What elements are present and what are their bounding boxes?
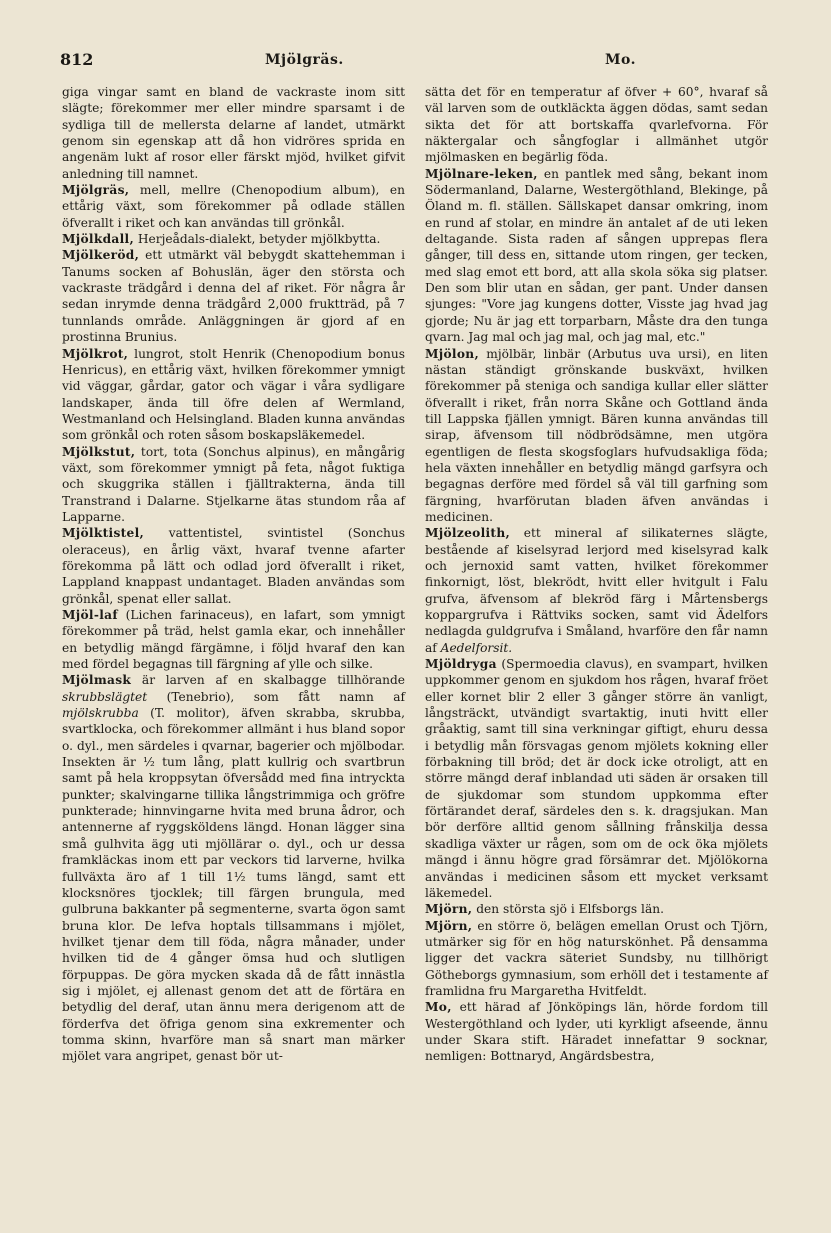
entry-headword: Mjöldryga [425,657,497,672]
entry-text: giga vingar samt en bland de vackraste inom sitt slägte; förekommer mer eller mindre sparsamt i de sydliga till de mellersta delarne af landet, utmärkt genom sin egenskap att då hon vidröres sprida en angenäm lukt af rosor eller färskt mjöd, hvilket gifvit anledning till namnet. [62,85,405,181]
entry-text: den största sjö i Elfsborgs län. [472,902,664,917]
entry-italic-term: Aedelforsit. [440,640,513,655]
entry-text: ett utmärkt väl bebygdt skattehemman i Tanums socken af Bohuslän, äger den största och vackraste trädgård i denna del af riket. För några år sedan inrymde denna trädgård 2,000 fruktträd, på 7 tunnlands område. Anläggningen är gjord af en prostinna Brunius. [62,248,405,345]
dictionary-entry [425,166,768,346]
left-column [62,84,405,1065]
entry-text: tort, tota (Sonchus alpinus), en mångårig växt, som förekommer ymnigt på feta, något fuktiga och skuggrika ställen i fjälltrakterna, ända till Transtrand i Dalarne. Stjelkarne ätas stundom råa af Lapparne. [62,444,405,524]
entry-text: mjölbär, linbär (Arbutus uva ursi), en liten nästan ständigt grönskande buskväxt, hvilken förekommer på steniga och sandiga kullar eller slätter öfverallt i riket, från norra Skåne och Gottland ända till Lappska fjällen ymnigt. Bären kunna användas till sirap, äfvensom till nödbrödsämne, men utgöra egentligen de flesta skogsfoglars hufvudsakliga föda; hela växten innehåller en betydlig mängd garfsyra och begagnas derföre med fördel så väl till garfning som färgning, hvarförutan bladen äfven användas i medicinen. [425,346,768,524]
entry-text: (T. molitor), äfven skrabba, skrubba, svartklocka, och förekommer allmänt i hus bland sopor o. dyl., men särdeles i qvarnar, bagerier och mjölbodar. Insekten är ½ tum lång, platt kullrig och svartbrun samt på hela kroppsytan öfversådd med fina intryckta punkter; skalvingarne tillika långstrimmiga och gröfre punkterade; hinnvingarne hvita med bruna ådror, och antennerne af ryggsköldens längd. Honan lägger sina små gulhvita ägg uti mjöllärar o. dyl., och ur dessa framkläckas inom ett par veckors tid larverne, hvilka fullväxta äro af 1 till 1½ tums längd, samt ett klocksnöres tjocklek; till färgen brungula, med gulbruna bakkanter på segmenterne, svarta ögon samt bruna klor. De lefva hoptals tillsammans i mjölet, hvilket tjenar dem till föda, några månader, under hvilken tid de 4 gånger ömsa hud och slutligen förpuppas. De göra mycken skada då de fått innästla sig i mjölet, ej allenast genom det att de förtära en betydlig del deraf, utan ännu mera derigenom att de förderfva det öfriga genom sina exkrementer och tomma skinn, hvarföre man så snart man märker mjölet vara angripet, genast bör ut- [62,706,405,1064]
page-header [60,50,771,76]
entry-italic-term: mjölskrubba [62,706,139,721]
dictionary-entry [62,182,405,231]
entry-headword: Mjölnare-leken, [425,166,538,181]
entry-headword: Mjörn, [425,902,473,917]
entry-text: (Spermoedia clavus), en svampart, hvilken uppkommer genom en sjukdom hos rågen, hvaraf fröet eller kornet blir 2 eller 3 gånger större än vanligt, långsträckt, utvändigt svartaktig, inuti hvitt eller gråaktig, samt till sina verkningar giftigt, ehuru dessa i betydlig mån försvagas genom mjölets kokning eller förbakning till bröd; det är dock icke otroligt, att en större mängd deraf inblandad uti säden är orsaken till de sjukdomar som stundom uppkomma efter förtärandet deraf, särdeles den s. k. dragsjukan. Man bör derföre alltid genom sållning frånskilja dessa skadliga växter ur rågen, som om de ock öka mjölets mängd i ännu högre grad försämrar det. Mjölökorna användas i medicinen såsom ett mycket verksamt läkemedel. [425,657,768,900]
dictionary-entry [62,247,405,345]
dictionary-entry [425,901,768,917]
entry-headword: Mjölon, [425,346,479,361]
right-running-headword: Mo. [605,52,636,68]
entry-text: en större ö, belägen emellan Orust och Tjörn, utmärker sig för en hög naturskönhet. På densamma ligger det vackra säteriet Sundsby, nu tillhörigt Götheborgs gymnasium, som erhöll det i testamente af framlidna fru Margaretha Hvitfeldt. [425,918,768,998]
page-number: 812 [60,50,94,69]
entry-headword: Mjölkeröd, [62,248,140,263]
entry-headword: Mjölmask [62,673,132,688]
dictionary-entry [425,346,768,526]
entry-text: (Lichen farinaceus), en lafart, som ymnigt förekommer på träd, helst gamla ekar, och innehåller en betydlig mängd färgämne, i följd hvaraf den kan med fördel begagnas till färgning af ylle och silke. [62,608,405,672]
entry-headword: Mo, [425,1000,452,1015]
entry-headword: Mjölkstut, [62,444,136,459]
dictionary-entry [62,444,405,526]
dictionary-entry [62,672,405,1064]
dictionary-entry [425,525,768,656]
entry-text: lungrot, stolt Henrik (Chenopodium bonus Henricus), en ettårig växt, hvilken förekommer ymnigt vid väggar, gårdar, gator och vägar i våra sydligare landskaper, ända till öfre delen af Wermland, Westmanland och Helsingland. Bladen kunna användas som grönkål och roten såsom boskapsläkemedel. [62,346,405,443]
entry-text: mell, mellre (Chenopodium album), en ettårig växt, som förekommer på odlade ställen öfverallt i riket och kan användas till grönkål. [62,183,405,230]
dictionary-entry [62,525,405,607]
entry-headword: Mjölktistel, [62,526,145,541]
right-column [425,84,768,1065]
entry-headword: Mjöl-laf [62,608,118,622]
entry-text: Herjeådals-dialekt, betyder mjölkbytta. [134,232,381,247]
entry-headword: Mjölkdall, [62,232,135,247]
entry-text: är larven af en skalbagge tillhörande [131,673,405,688]
entry-headword: Mjölzeolith, [425,526,511,541]
entry-headword: Mjölgräs, [62,183,130,198]
entry-text: ett härad af Jönköpings län, hörde fordom till Westergöthland och lyder, uti kyrkligt afseende, ännu under Skara stift. Häradet innefattar 9 socknar, nemligen: Bottnaryd, Angärdsbestra, [425,1000,768,1064]
entry-headword: Mjörn, [425,918,473,933]
dictionary-entry [425,999,768,1064]
dictionary-entry [62,346,405,444]
dictionary-entry [62,607,405,672]
entry-text: ett mineral af silikaternes slägte, bestående af kiselsyrad lerjord med kiselsyrad kalk och jernoxid samt vatten, hvilket förekommer finkornigt, löst, blekrödt, hvitt eller hvitgult i Falu grufva, äfvensom af blekröd färg i Mårtensbergs koppargrufva i Rättviks socken, samt vid Ädelfors nedlagda guldgrufva i Småland, hvarföre den får namn af [425,526,768,655]
entry-headword: Mjölkrot, [62,346,129,361]
entry-text: vattentistel, svintistel (Sonchus oleraceus), en årlig växt, hvaraf tvenne afarter förekomma på lätt och odlad jord öfverallt i riket, Lappland knappast undantaget. Bladen användas som grönkål, spenat eller sallat. [62,526,405,606]
dictionary-entry [425,656,768,901]
dictionary-entry [62,84,405,182]
entry-text: sätta det för en temperatur af öfver + 60°, hvaraf så väl larven som de outkläckta äggen dödas, samt sedan sikta det för att bortskaffa qvarlefvorna. För näktergalar och sångfoglar i allmänhet utgör mjölmasken en begärlig föda. [425,85,768,165]
entry-text: (Tenebrio), som fått namn af [147,689,405,704]
dictionary-entry [425,84,768,166]
entry-italic-term: skrubbslägtet [62,689,148,704]
left-running-headword: Mjölgräs. [265,52,344,68]
dictionary-entry [62,231,405,247]
entry-text: en pantlek med sång, bekant inom Södermanland, Dalarne, Westergöthland, Blekinge, på Öland m. fl. ställen. Sällskapet dansar omkring, inom en rund af stolar, en mindre än antalet af de uti leken deltagande. Sista raden af sången upprepas flera gånger, till dess en, sittande utom ringen, ger tecken, med slag emot ett bord, att alla skola söka sig platser. Den som blir utan en sådan, ger pant. Under dansen sjunges: "Vore jag kungens dotter, Visste jag hvad jag gjorde; Nu är jag ett torparbarn, Måste dra den tunga qvarn. Jag mal och jag mal, och jag mal, etc." [425,166,768,345]
dictionary-entry [425,918,768,1000]
